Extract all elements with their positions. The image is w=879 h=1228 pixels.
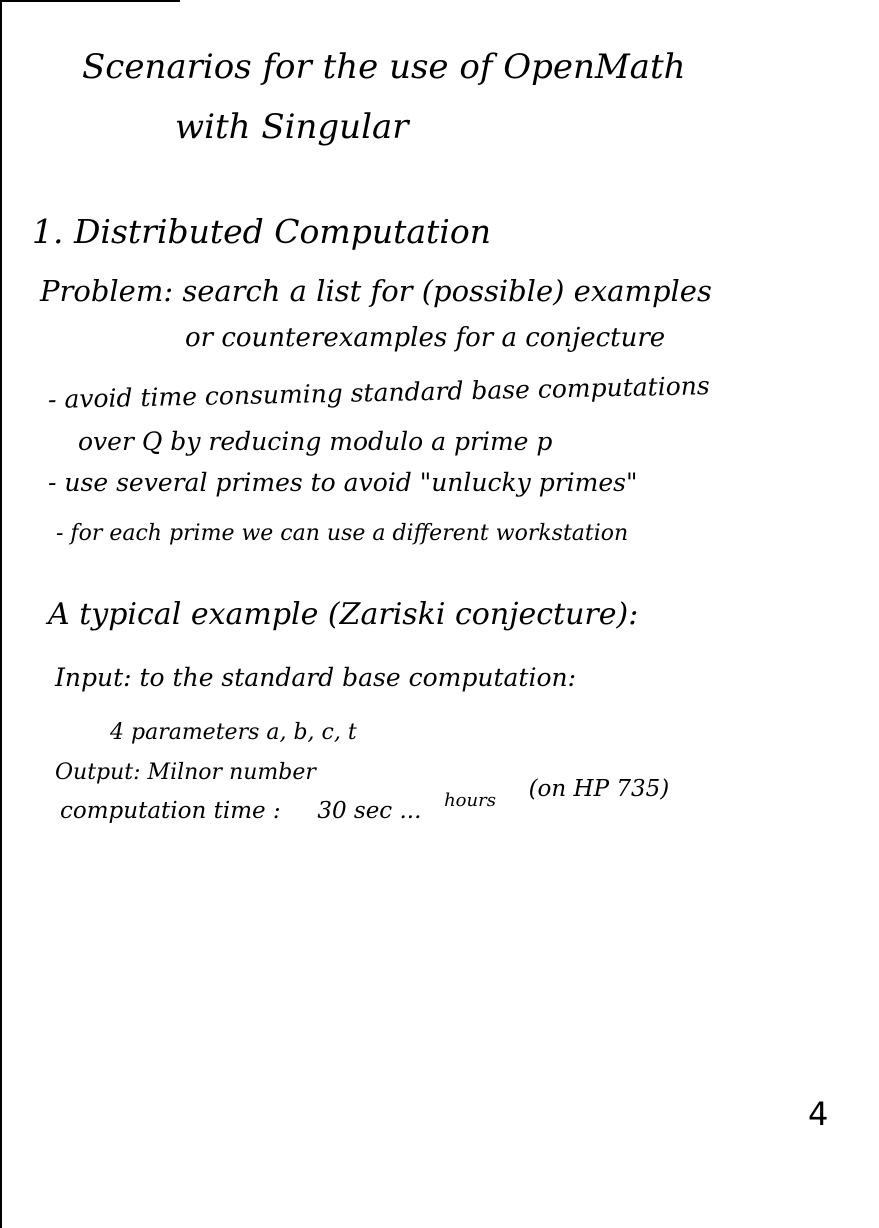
output-line: Output: Milnor number	[55, 760, 316, 785]
bullet-1-line-1: - avoid time consuming standard base computations	[47, 371, 710, 414]
computation-time-unit: hours	[444, 790, 496, 811]
section-heading: 1. Distributed Computation	[32, 212, 491, 251]
scan-edge-top	[0, 0, 180, 2]
computation-time-value: 30 sec ...	[317, 798, 422, 824]
bullet-2: - use several primes to avoid "unlucky primes"	[48, 468, 638, 497]
problem-line-1: Problem: search a list for (possible) examples	[40, 274, 712, 308]
bullet-1-line-2: over Q by reducing modulo a prime p	[78, 427, 553, 456]
page-number: 4	[808, 1095, 829, 1133]
bullet-3: - for each prime we can use a different workstation	[56, 521, 629, 546]
problem-line-2: or counterexamples for a conjecture	[185, 323, 666, 353]
input-line-2: 4 parameters a, b, c, t	[110, 720, 357, 745]
scan-edge-left	[0, 0, 2, 1228]
computation-time-line	[60, 776, 670, 824]
computation-time-label: computation time :	[60, 798, 281, 824]
title-line-1: Scenarios for the use of OpenMath	[82, 47, 686, 87]
title-line-2: with Singular	[175, 107, 409, 147]
input-line-1: Input: to the standard base computation:	[55, 663, 577, 692]
computation-time-machine: (on HP 735)	[528, 776, 670, 802]
example-heading: A typical example (Zariski conjecture):	[48, 597, 639, 632]
